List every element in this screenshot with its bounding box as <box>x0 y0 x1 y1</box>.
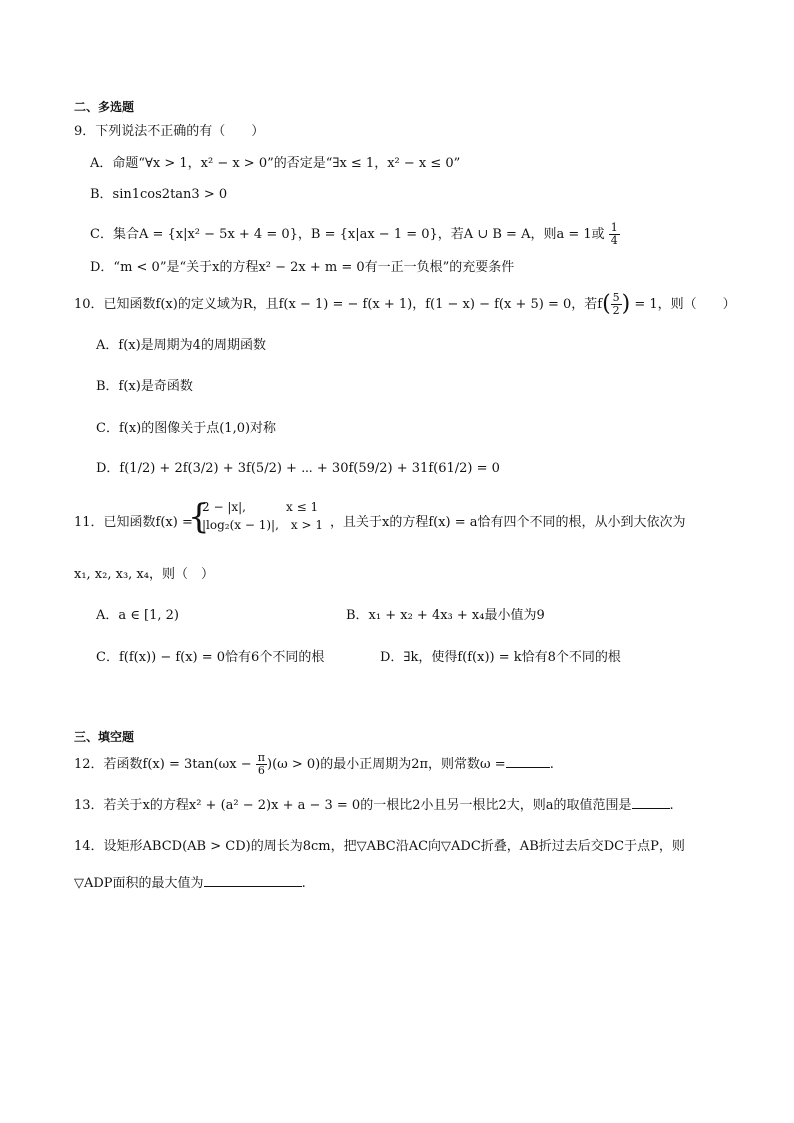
question-9-option-d: D．“m < 0”是“关于x的方程x² − 2x + m = 0有一正一负根”的充要条件 <box>90 260 515 275</box>
section-title-multiple-choice: 二、多选题 <box>74 100 135 114</box>
question-9-option-a: A．命题“∀x > 1，x² − x > 0”的否定是“∃x ≤ 1，x² − x ≤ 0” <box>90 156 461 171</box>
question-13-end: . <box>669 798 674 813</box>
question-11-stem-post: ，且关于x的方程f(x) = a恰有四个不同的根，从小到大依次为 <box>330 515 686 530</box>
question-10-option-b: B．f(x)是奇函数 <box>96 379 193 394</box>
fraction-denominator: 2 <box>612 304 620 317</box>
fraction-numerator: 5 <box>612 291 620 304</box>
question-9-option-c-text: C．集合A = {x|x² − 5x + 4 = 0}，B = {x|ax − 1 = 0}，若A ∪ B = A，则a = 1或 <box>90 227 605 242</box>
question-9-option-b: B．sin1cos2tan3 > 0 <box>90 187 228 202</box>
answer-blank[interactable] <box>204 874 302 887</box>
question-9-stem: 9．下列说法不正确的有（ ） <box>74 124 265 139</box>
question-12-post: )(ω > 0)的最小正周期为2π，则常数ω = <box>267 757 506 772</box>
question-11-option-d: D．∃k，使得f(f(x)) = k恰有8个不同的根 <box>380 650 621 665</box>
question-14-line-2 <box>74 874 306 893</box>
fraction-numerator: 1 <box>610 221 618 234</box>
fraction <box>609 222 620 247</box>
section-title-fill-in-blank: 三、填空题 <box>74 730 135 744</box>
question-11-stem-pre: 11．已知函数f(x) = <box>74 515 193 530</box>
question-10-option-c: C．f(x)的图像关于点(1,0)对称 <box>96 421 277 436</box>
question-10-stem: 10．已知函数f(x)的定义域为R，且f(x − 1) = − f(x + 1)，f(1 − x) − f(x + 5) = 0，若f( $\frac{5}{2}$ ) = 1，则（ ） <box>74 291 736 317</box>
piece-1-expression: 2 − |x|, <box>202 500 246 514</box>
question-11-stem-line-2: x₁, x₂, x₃, x₄，则（ ） <box>74 567 214 582</box>
question-14-end: . <box>301 876 306 891</box>
question-9-option-c <box>90 222 620 247</box>
question-14-line-2-text: ▽ADP面积的最大值为 <box>74 876 204 891</box>
fraction-denominator: 4 <box>610 234 618 247</box>
piecewise-brace: { <box>188 497 210 537</box>
question-10-option-a: A．f(x)是周期为4的周期函数 <box>96 338 266 353</box>
question-11-option-c: C．f(f(x)) − f(x) = 0恰有6个不同的根 <box>96 650 325 665</box>
question-13-text: 13．若关于x的方程x² + (a² − 2)x + a − 3 = 0的一根比2小且另一根比2大，则a的取值范围是 <box>74 798 632 813</box>
piece-2-condition: x > 1 <box>290 518 323 532</box>
question-11-option-a: A．a ∈ [1, 2) <box>96 608 179 623</box>
answer-blank[interactable] <box>506 755 550 768</box>
fraction-numerator: π <box>257 751 265 764</box>
fraction <box>256 752 267 777</box>
piece-1-condition: x ≤ 1 <box>286 500 319 514</box>
question-13 <box>74 796 674 815</box>
question-14-line-1: 14．设矩形ABCD(AB > CD)的周长为8cm，把▽ABC沿AC向▽ADC折叠，AB折过去后交DC于点P，则 <box>74 839 685 854</box>
answer-blank[interactable] <box>632 796 670 809</box>
question-12-end: . <box>549 757 554 772</box>
piece-2-expression: |log₂(x − 1)|, <box>202 518 279 532</box>
question-10-stem-post: = 1，则（ ） <box>630 297 736 312</box>
question-12 <box>74 752 554 777</box>
fraction <box>611 292 622 317</box>
question-11-option-b: B．x₁ + x₂ + 4x₃ + x₄最小值为9 <box>346 608 545 623</box>
fraction-denominator: 6 <box>257 764 265 777</box>
question-10-option-d: D．f(1/2) + 2f(3/2) + 3f(5/2) + ⋯ + 30f(59/2) + 31f(61/2) = 0 <box>96 461 500 476</box>
question-10-stem-pre: 10．已知函数f(x)的定义域为R，且f(x − 1) = − f(x + 1)，f(1 − x) − f(x + 5) = 0，若f <box>74 297 603 312</box>
question-12-pre: 12．若函数f(x) = 3tan(ωx − <box>74 757 256 772</box>
